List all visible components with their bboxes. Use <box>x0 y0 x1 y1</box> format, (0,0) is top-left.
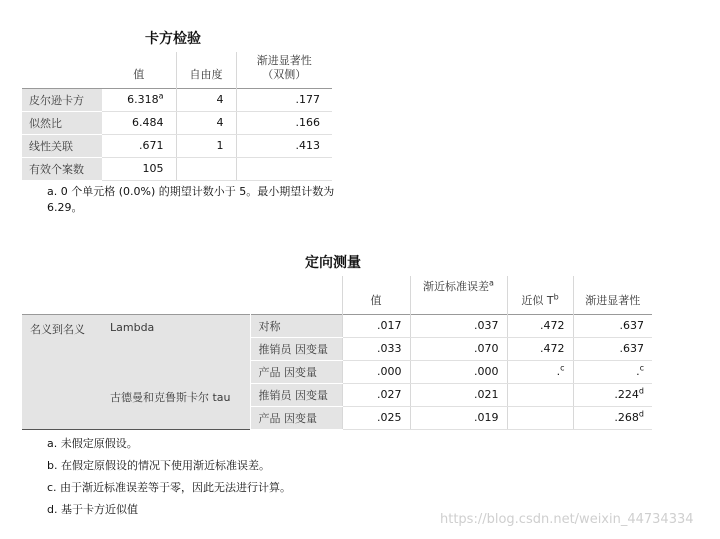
table-row <box>22 383 652 406</box>
table-row <box>22 157 332 180</box>
col-header-df: 自由度 <box>176 52 236 88</box>
table-row <box>22 88 332 111</box>
cell-t: .$^c$ <box>507 360 573 383</box>
cell-value: 6.484 <box>102 111 176 134</box>
row-label: 产品 因变量 <box>250 406 342 429</box>
cell-df: 4 <box>176 88 236 111</box>
table-row <box>22 134 332 157</box>
cell-df: 1 <box>176 134 236 157</box>
table-row <box>22 111 332 134</box>
measure-label-tau: 古德曼和克鲁斯卡尔 tau <box>102 383 250 429</box>
row-label: 有效个案数 <box>22 157 102 180</box>
row-label: 对称 <box>250 314 342 337</box>
cell-df <box>176 157 236 180</box>
row-label: 推销员 因变量 <box>250 337 342 360</box>
col-header-value: 值 <box>342 276 410 314</box>
footnote-a: a. 未假定原假设。 <box>47 437 138 450</box>
cell-se: .070 <box>410 337 507 360</box>
cell-sig: .166 <box>236 111 332 134</box>
row-label: 线性关联 <box>22 134 102 157</box>
cell-sig: .637 <box>573 337 652 360</box>
col-header-sig: 渐进显著性 （双侧） <box>236 52 332 88</box>
cell-df: 4 <box>176 111 236 134</box>
cell-sig: .268$^d$ <box>573 406 652 429</box>
cell-sig: .413 <box>236 134 332 157</box>
cell-t: .472 <box>507 314 573 337</box>
cell-t <box>507 383 573 406</box>
cell-value: .000 <box>342 360 410 383</box>
cell-se: .019 <box>410 406 507 429</box>
chi-square-table <box>22 52 332 181</box>
cell-value: .017 <box>342 314 410 337</box>
cell-value: 6.318$^a$ <box>102 88 176 111</box>
chi-square-title: 卡方检验 <box>145 31 201 47</box>
row-label: 皮尔逊卡方 <box>22 88 102 111</box>
cell-value: 105 <box>102 157 176 180</box>
chi-square-footnote: a. 0 个单元格 (0.0%) 的期望计数小于 5。最小期望计数为 6.29。 <box>47 185 335 214</box>
corner-cell <box>22 52 102 88</box>
cell-value: .025 <box>342 406 410 429</box>
directional-measures-table <box>22 276 652 430</box>
directional-footnotes <box>47 436 291 524</box>
cell-value: .027 <box>342 383 410 406</box>
cell-value: .033 <box>342 337 410 360</box>
cell-se: .037 <box>410 314 507 337</box>
cell-sig: .224$^d$ <box>573 383 652 406</box>
row-label: 产品 因变量 <box>250 360 342 383</box>
directional-title: 定向测量 <box>305 255 361 271</box>
cell-sig: .$^c$ <box>573 360 652 383</box>
col-header-se: 渐近标准误差$^a$ <box>410 276 507 314</box>
cell-sig: .177 <box>236 88 332 111</box>
watermark: https://blog.csdn.net/weixin_44734334 <box>440 512 694 527</box>
cell-value: .671 <box>102 134 176 157</box>
footnote-c: c. 由于渐近标准误差等于零，因此无法进行计算。 <box>47 481 292 494</box>
cell-t: .472 <box>507 337 573 360</box>
cell-se: .000 <box>410 360 507 383</box>
col-header-value: 值 <box>102 52 176 88</box>
cell-t <box>507 406 573 429</box>
row-label: 推销员 因变量 <box>250 383 342 406</box>
cell-se: .021 <box>410 383 507 406</box>
col-header-sig: 渐进显著性 <box>573 276 652 314</box>
cell-sig: .637 <box>573 314 652 337</box>
footnote-b: b. 在假定原假设的情况下使用渐近标准误差。 <box>47 459 270 472</box>
row-label: 似然比 <box>22 111 102 134</box>
cell-sig <box>236 157 332 180</box>
footnote-d: d. 基于卡方近似值 <box>47 503 138 516</box>
group-label: 名义到名义 <box>22 314 102 429</box>
col-header-approx-t: 近似 $T^b$ <box>507 276 573 314</box>
table-row <box>22 314 652 337</box>
measure-label-lambda: Lambda <box>102 314 250 383</box>
